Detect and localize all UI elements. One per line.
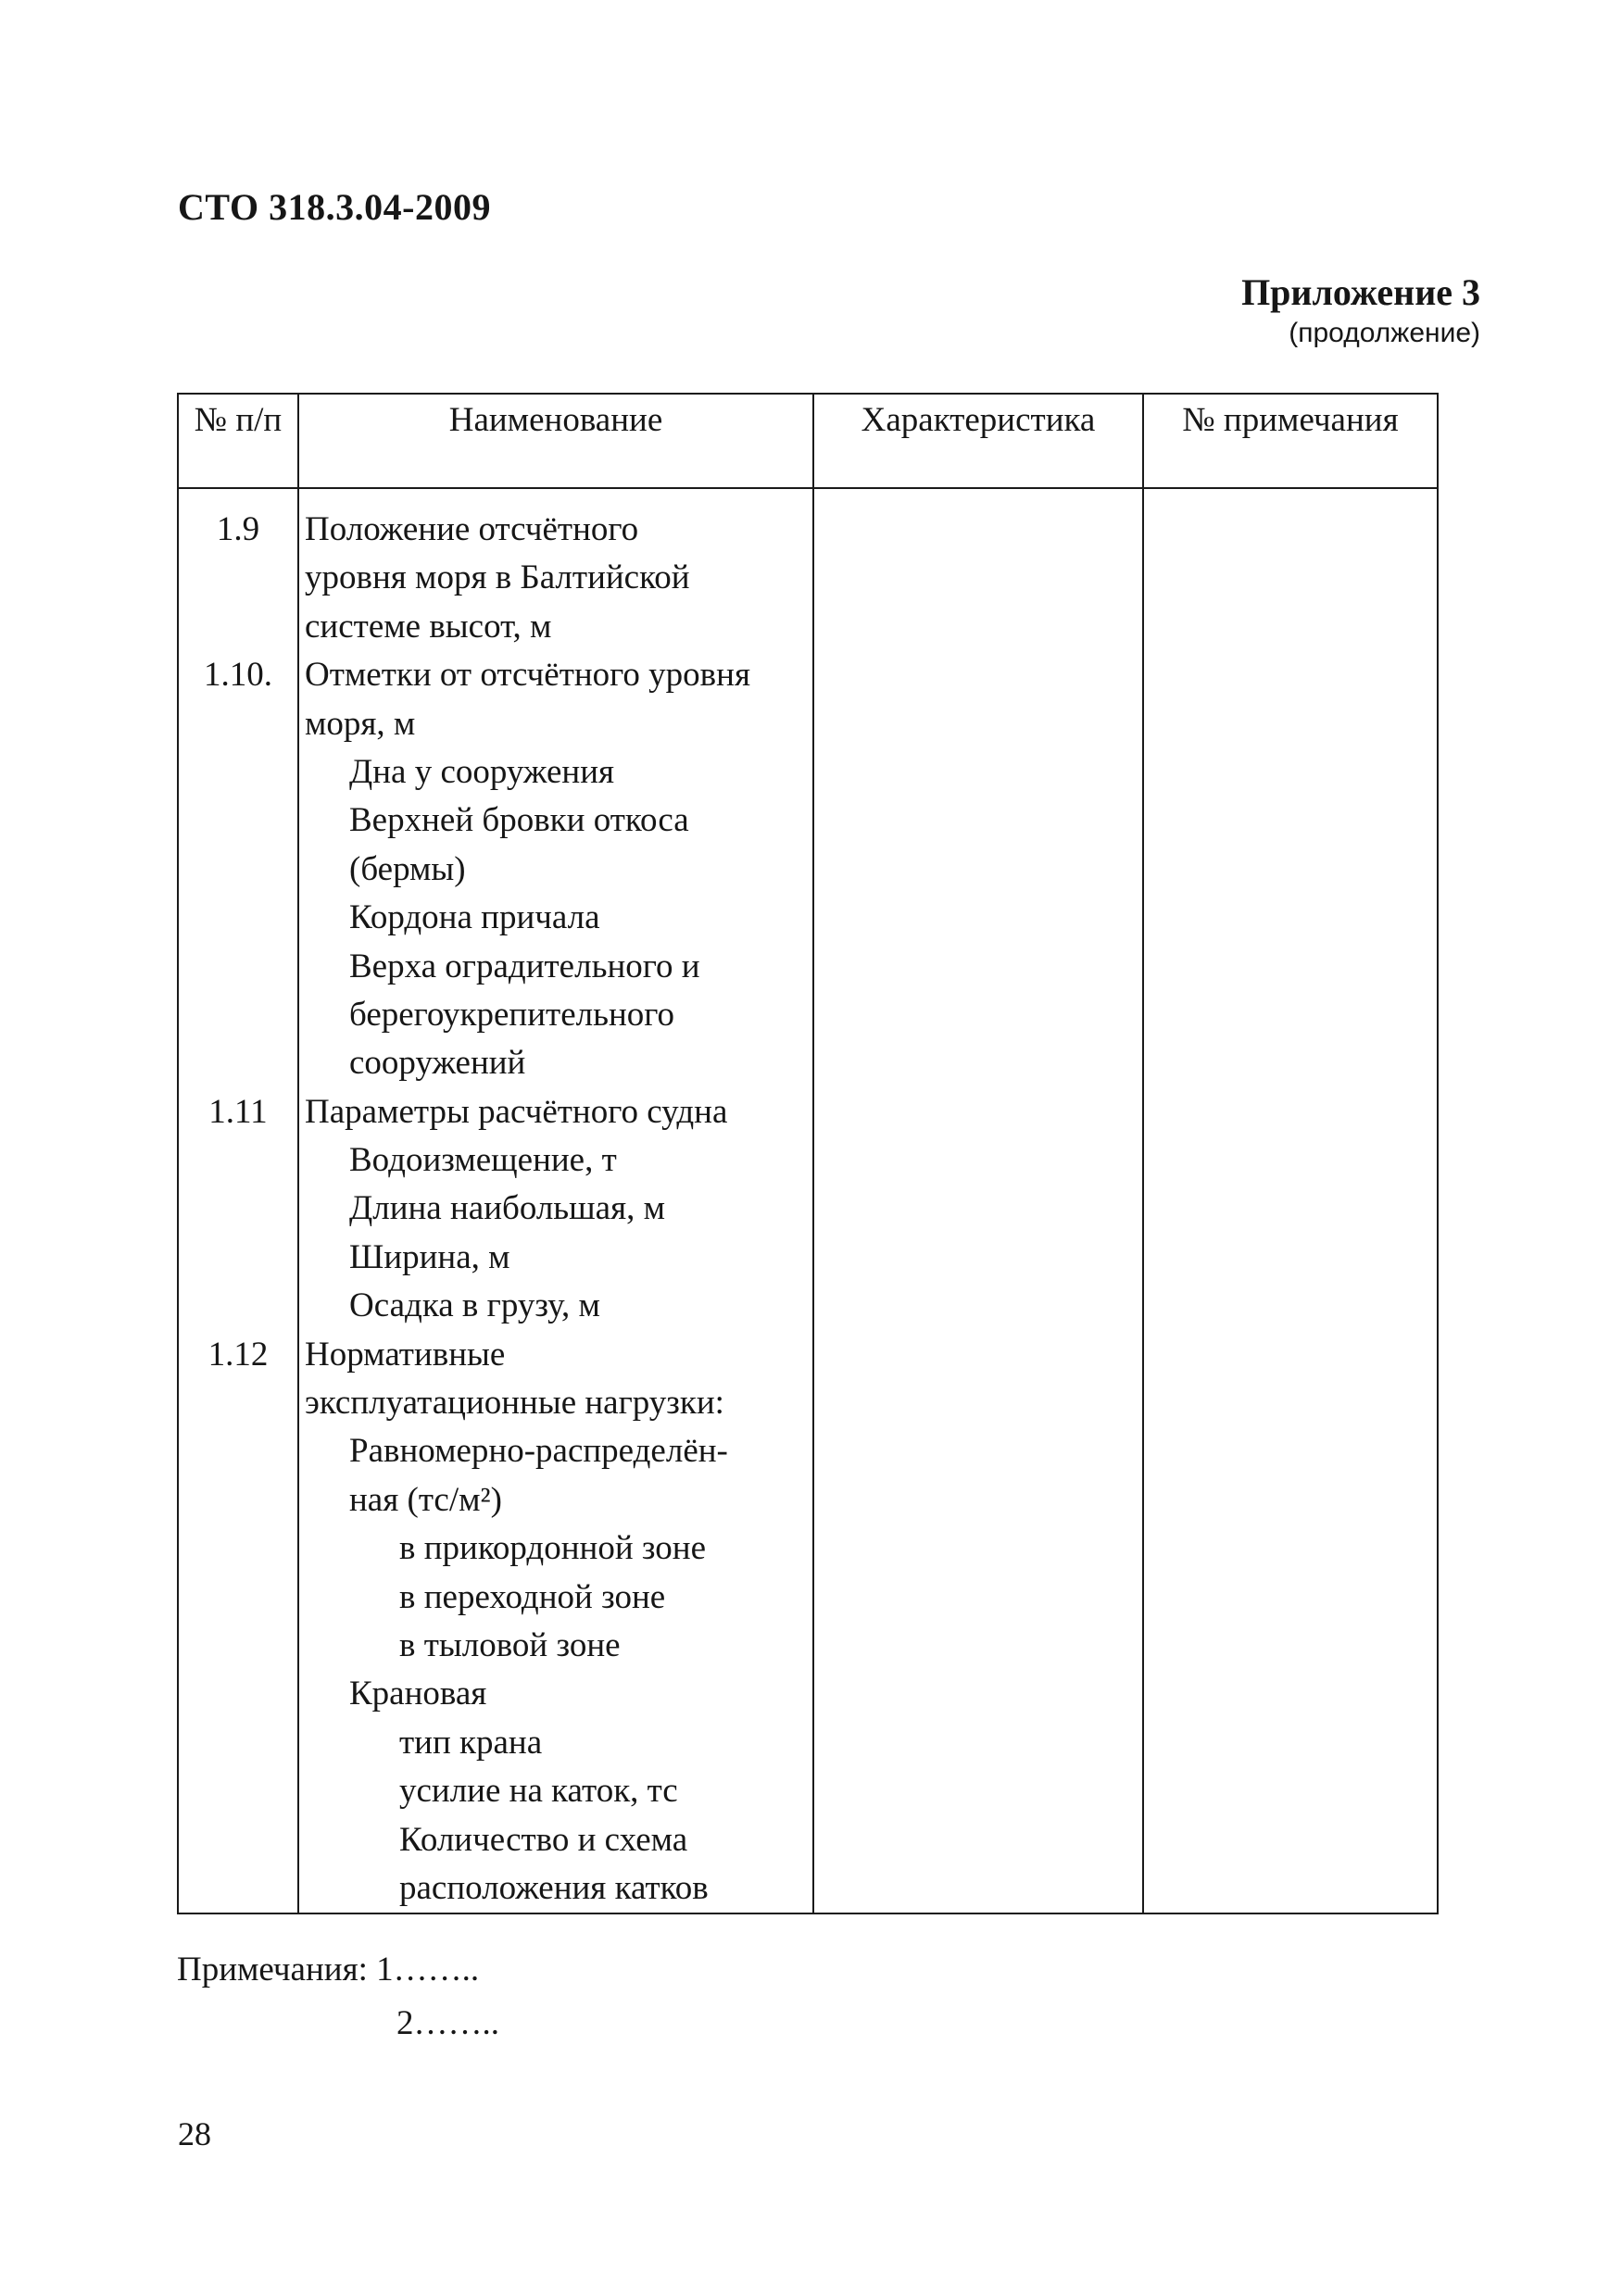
number-column	[178, 488, 298, 1913]
item-name-line: в тыловой зоне	[399, 1625, 621, 1664]
item-name-line: Крановая	[349, 1675, 487, 1713]
item-name-line: Длина наибольшая, м	[349, 1189, 666, 1228]
item-name-line: Нормативные	[305, 1335, 506, 1374]
item-number	[179, 1670, 297, 1718]
item-number	[179, 846, 297, 894]
item-name-line: расположения катков	[399, 1868, 709, 1907]
item-name-line: сооружений	[349, 1044, 526, 1083]
item-number	[179, 1185, 297, 1233]
item-number: 1.12	[207, 1335, 269, 1374]
item-number	[179, 748, 297, 797]
item-name-line: в прикордонной зоне	[399, 1529, 707, 1568]
specification-table	[177, 393, 1439, 1914]
appendix-subtitle: (продолжение)	[1289, 318, 1480, 348]
item-name-line: Положение отсчётного	[305, 510, 639, 548]
item-number	[179, 1816, 297, 1864]
item-name-line: в переходной зоне	[399, 1577, 666, 1616]
item-number	[179, 1427, 297, 1475]
item-name-line: берегоукрепительного	[349, 995, 675, 1034]
header-name: Наименование	[298, 394, 813, 488]
item-number: 1.11	[208, 1092, 268, 1131]
item-number	[179, 1524, 297, 1573]
item-number: 1.9	[216, 510, 260, 548]
item-number	[179, 1719, 297, 1767]
item-name-line: эксплуатационные нагрузки:	[305, 1384, 724, 1423]
item-number	[179, 943, 297, 991]
item-name-line: Дна у сооружения	[349, 752, 615, 791]
item-number	[179, 1574, 297, 1622]
notes-line-2: 2……..	[396, 2004, 499, 2042]
header-number: № п/п	[178, 394, 298, 488]
item-number	[179, 1282, 297, 1330]
notes-line-1: Примечания: 1……..	[177, 1951, 480, 1989]
item-number	[179, 1622, 297, 1670]
item-number	[179, 700, 297, 748]
item-number: 1.10.	[204, 656, 272, 695]
document-code: СТО 318.3.04-2009	[178, 186, 491, 228]
item-name-line: Параметры расчётного судна	[305, 1092, 728, 1131]
item-number	[179, 1767, 297, 1815]
item-name-line: уровня моря в Балтийской	[305, 558, 690, 597]
item-number	[179, 991, 297, 1039]
item-name-line: Водоизмещение, т	[349, 1141, 617, 1180]
item-name-line: ная (тс/м²)	[349, 1480, 502, 1519]
appendix-title: Приложение 3	[1241, 271, 1480, 313]
item-name-line: Кордона причала	[349, 898, 600, 937]
item-name-line: (бермы)	[349, 849, 466, 888]
item-number	[179, 554, 297, 602]
item-name-line: системе высот, м	[305, 607, 552, 646]
table-row	[178, 488, 1438, 1913]
item-name-line: усилие на каток, тс	[399, 1772, 678, 1811]
item-name-line: Верха оградительного и	[349, 947, 700, 985]
name-column	[298, 488, 813, 1913]
item-name-line: Осадка в грузу, м	[349, 1286, 600, 1325]
item-name-line: Равномерно-распределён-	[349, 1432, 728, 1471]
item-number	[179, 1379, 297, 1427]
characteristic-column	[813, 488, 1143, 1913]
item-name-line: моря, м	[305, 704, 416, 743]
item-number	[179, 1039, 297, 1087]
item-name-line: Отметки от отсчётного уровня	[305, 656, 750, 695]
item-name-line: тип крана	[399, 1723, 543, 1762]
item-number	[179, 797, 297, 845]
item-number	[179, 1136, 297, 1185]
item-number	[179, 1234, 297, 1282]
item-name-line: Верхней бровки откоса	[349, 801, 689, 840]
item-number	[179, 603, 297, 651]
appendix-heading	[1241, 270, 1480, 352]
item-name-line: Ширина, м	[349, 1237, 510, 1276]
page-number: 28	[178, 2115, 211, 2152]
item-number	[179, 1864, 297, 1913]
item-number	[179, 894, 297, 942]
header-characteristic: Характеристика	[813, 394, 1143, 488]
notes	[177, 1943, 499, 2051]
item-name-line: Количество и схема	[399, 1820, 688, 1859]
table-header-row	[178, 394, 1438, 488]
note-number-column	[1143, 488, 1438, 1913]
item-number	[179, 1476, 297, 1524]
header-note-number: № примечания	[1143, 394, 1438, 488]
